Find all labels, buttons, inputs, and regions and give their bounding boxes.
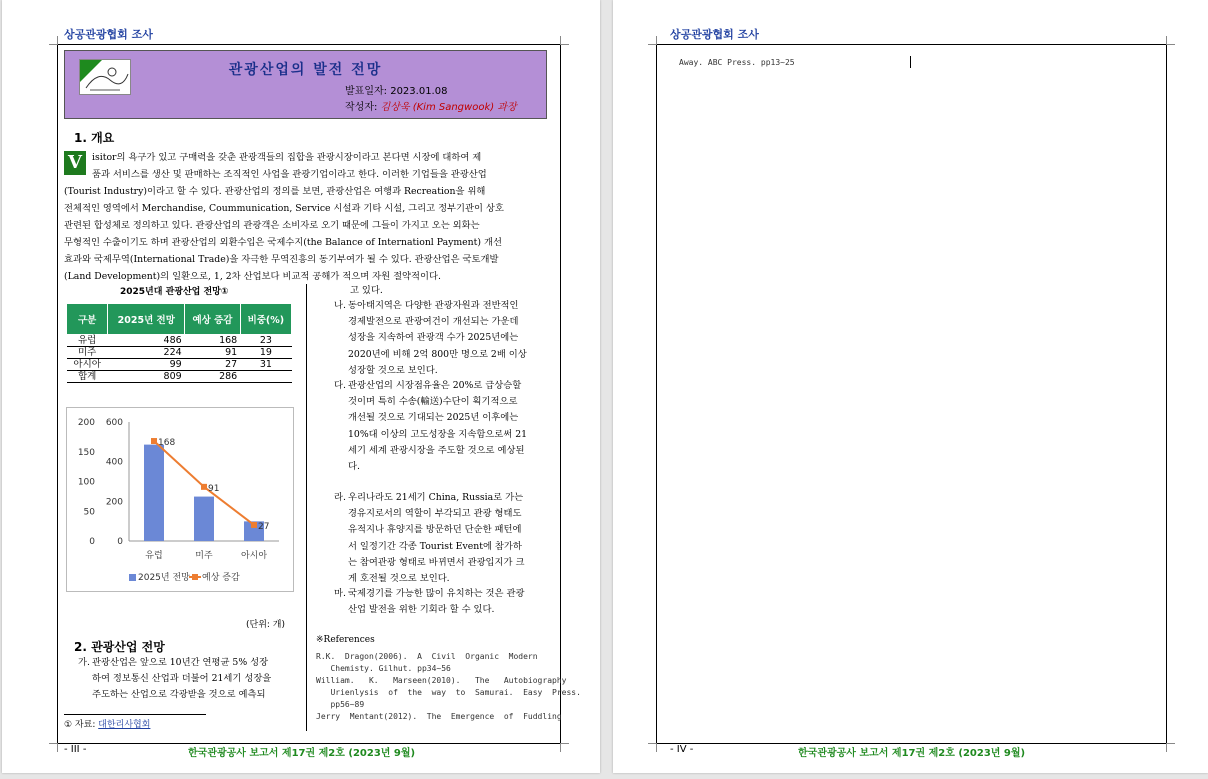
item-line: 유적지나 휴양지를 방문하던 단순한 패턴에 bbox=[348, 524, 522, 536]
data-label: 168 bbox=[158, 438, 176, 449]
item-line: 관광산업의 시장점유율은 20%로 급상승할 bbox=[348, 380, 522, 391]
intro-line: (Land Development)의 일환으로, 1, 2차 산업보다 비교적 공해가 적으며 자원 절약적이다. bbox=[64, 271, 441, 282]
section-2-heading: 2. 관광산업 전망 bbox=[74, 640, 165, 654]
legend-swatch bbox=[192, 574, 198, 580]
legend-label: 2025년 전망 bbox=[138, 573, 190, 583]
table-header: 예상 증감 bbox=[185, 304, 241, 335]
references-title: ※References bbox=[316, 635, 375, 645]
page-title: 관광산업의 발전 전망 bbox=[228, 62, 383, 78]
y-right-tick-label: 400 bbox=[105, 457, 123, 468]
unit-note: (단위: 개) bbox=[246, 620, 285, 630]
item-line: 경유지로서의 역할이 부각되고 관광 형태도 bbox=[348, 508, 522, 520]
line-point bbox=[151, 438, 157, 444]
reference-line: pp56~89 bbox=[316, 700, 365, 709]
references-continued: Away. ABC Press. pp13~25 bbox=[679, 58, 795, 67]
footnote: ① 자료: 대한리사협회 bbox=[64, 720, 151, 730]
line-point bbox=[251, 522, 257, 528]
chart bbox=[66, 407, 294, 592]
item-line: 개선될 것으로 기대되는 2025년 이후에는 bbox=[348, 412, 519, 424]
y-left-tick-label: 50 bbox=[83, 507, 95, 518]
item-line: 동아태지역은 다양한 관광자원과 전반적인 bbox=[348, 300, 519, 311]
item-line: 것이며 특히 수송(輸送)수단이 획기적으로 bbox=[348, 396, 518, 408]
y-left-tick-label: 200 bbox=[77, 418, 95, 428]
page-header: 상공관광협회 조사 bbox=[64, 28, 153, 41]
item-line: 관광산업은 앞으로 10년간 연평균 5% 성장 bbox=[92, 657, 269, 668]
dropcap: V bbox=[64, 151, 86, 175]
reference-line: Chemisty. Gilhut. pp34~56 bbox=[316, 664, 451, 673]
intro-line: 효과와 국제무역(International Trade)을 자극한 무역진흥의 동기부여가 될 수 있다. 관광산업은 국토개발 bbox=[64, 254, 499, 265]
y-right-tick-label: 600 bbox=[105, 418, 123, 428]
intro-line: 전체적인 영역에서 Merchandise, Coummunication, Service 시설과 기타 시설, 그리고 정부기관이 상호 bbox=[64, 203, 504, 214]
item-line: 성장할 것으로 보인다. bbox=[348, 364, 438, 376]
item-line: 는 참여관광 형태로 바뀌면서 관광입지가 크 bbox=[348, 556, 525, 568]
author-line: 작성자: 김상욱 (Kim Sangwook) 과장 bbox=[345, 102, 517, 113]
table-title: 2025년대 관광산업 전망① bbox=[120, 287, 229, 297]
reference-line: William. K. Marseen(2010). The Autobiography bbox=[316, 676, 567, 685]
item-line: 우리나라도 21세기 China, Russia로 가는 bbox=[348, 492, 524, 503]
page-right bbox=[613, 0, 1208, 773]
table-row: 합계 809 286 bbox=[67, 371, 292, 383]
combo-chart bbox=[67, 408, 293, 591]
intro-line: (Tourist Industry)이라고 할 수 있다. 관광산업의 정의를 보면, 관광산업은 여행과 Recreation을 위해 bbox=[64, 186, 486, 197]
page-header: 상공관광협회 조사 bbox=[670, 28, 759, 41]
y-right-tick-label: 0 bbox=[117, 537, 123, 547]
bar bbox=[194, 497, 214, 541]
page-left: 상공관광협회 조사 관광산업의 발전 전망 발표일자: 2023.01.08 작성자: 김상욱 (Kim Sangwook) 과장 1. 개요 V isitor의 욕구가 있고 구매력을 갖춘 관광객들의 집합을 관광시장이라고 본다면 시장에 대하여 제 품과 서비스를 생산 및 판매하는 조직적인 사업을 관광기업이라고 한다. 이러한 기업들을 관광산업 (Tourist Industry)이라고 할 수 있다. 관광산업의 정의를 보면, 관광산업은 여행과 Recreation을 위해 전체적인 영역에서 Merchandise, Coummunication, Service 시설과 기타 시설, 그리고 정부기관이 상호 관련된 합성체로 정의하고 있다. 관광산업의 관광객은 소비자로 오기 때문에 그들이 가지고 오는 외화는 무형적인 수출이기도 하며 관광산업의 외환수입은 국제수지(the Balance of Internationl Payment) 개선 효과와 국제무역(International Trade)을 자극한 무역진흥의 동기부여가 될 수 있다. 관광산업은 국토개발 (Land Development)의 일환으로, 1, 2차 산업보다 비교적 공해가 적으며 자원 절약적이다. 2025년대 관광산업 전망① 구분 2025년 전망 예상 증감 비중(%) 유럽 486 168 23 미주 224 91 19 아시아 99 27 31 합계 809 286 0 50 100 150 200 0 200 400 600 유럽 미주 아시아 168 91 27 2025년 전망 예상 증감 (단위: 개) 2. 관광산업 전망 가. 관광산업은 앞으로 10년간 연평균 5% 성장 하여 정보통신 산업과 더불어 21세기 성장을 주도하는 산업으로 각광받을 것으로 예측되 ① 자료: 대한리사협회 고 있다. 나. 동아태지역은 다양한 관광자원과 전반적인 경제발전으로 관광여건이 개선되는 가운데 성장을 지속하여 관광객 수가 2025년에는 2020년에 비해 2억 800만 명으로 2배 이상 성장할 것으로 보인다. 다. 관광산업의 시장점유율은 20%로 급상승할 것이며 특히 수송(輸送)수단이 획기적으로 개선될 것으로 기대되는 2025년 이후에는 10%대 이상의 고도성장을 지속함으로써 21 세기 세계 관광시장을 주도할 것으로 예상된 다. 라. 우리나라도 21세기 China, Russia로 가는 경유지로서의 역할이 부각되고 관광 형태도 유적지나 휴양지를 방문하던 단순한 패턴에 서 일정기간 각종 Tourist Event에 참가하 는 참여관광 형태로 바뀌면서 관광입지가 크 게 호전될 것으로 보인다. 마. 국제경기를 가능한 많이 유치하는 것은 관광 산업 발전을 위한 기회라 할 수 있다. ※References R.K. Dragon(2006). A Civil Organic Modern Chemisty. Gilhut. pp34~56 William. K. Marseen(2010). The Autobiography Urienlysis of the way to Samurai. Easy Press. pp56~89 Jerry Mentant(2012). The Emergence of Fuddling - III - 한국관광공사 보고서 제17권 제2호 (2023년 9월) bbox=[2, 0, 600, 773]
item-line: 서 일정기간 각종 Tourist Event에 참가하 bbox=[348, 540, 522, 552]
table-header: 비중(%) bbox=[240, 304, 291, 335]
intro-paragraph bbox=[64, 149, 547, 285]
item-line: 산업 발전을 위한 기회라 할 수 있다. bbox=[348, 604, 495, 616]
footer-title: 한국관광공사 보고서 제17권 제2호 (2023년 9월) bbox=[798, 748, 1026, 759]
intro-line: 관련된 합성체로 정의하고 있다. 관광산업의 관광객은 소비자로 오기 때문에 그들이 가지고 오는 외화는 bbox=[64, 220, 480, 231]
data-table bbox=[66, 303, 292, 383]
table-row: 유럽 486 168 23 bbox=[67, 335, 292, 347]
intro-line: 품과 서비스를 생산 및 판매하는 조직적인 사업을 관광기업이라고 한다. 이러한 기업들을 관광산업 bbox=[92, 169, 487, 180]
footer-page-number: - IV - bbox=[670, 744, 694, 755]
references-list bbox=[316, 651, 581, 723]
footnote-link[interactable]: 대한리사협회 bbox=[98, 720, 151, 730]
reference-line: Urienlysis of the way to Samurai. Easy Press. bbox=[316, 688, 581, 697]
y-left-tick-label: 100 bbox=[77, 477, 95, 488]
y-right-tick-label: 200 bbox=[105, 497, 123, 508]
legend-swatch bbox=[129, 574, 136, 581]
footer-title: 한국관광공사 보고서 제17권 제2호 (2023년 9월) bbox=[188, 748, 416, 759]
footer-page-number: - III - bbox=[64, 744, 87, 755]
data-label: 27 bbox=[258, 521, 270, 532]
title-box bbox=[64, 50, 547, 119]
y-left-tick-label: 150 bbox=[77, 447, 95, 458]
x-tick-label: 아시아 bbox=[240, 551, 268, 561]
item-line: 다. bbox=[348, 461, 360, 473]
item-line: 게 호전될 것으로 보인다. bbox=[348, 573, 450, 585]
line-point bbox=[201, 484, 207, 490]
text-cursor bbox=[910, 56, 911, 68]
data-label: 91 bbox=[208, 483, 220, 494]
item-line: 경제발전으로 관광여건이 개선되는 가운데 bbox=[348, 316, 519, 328]
table-row: 아시아 99 27 31 bbox=[67, 359, 292, 371]
item-ga: 가. 관광산업은 앞으로 10년간 연평균 5% 성장 하여 정보통신 산업과 더불어 21세기 성장을 주도하는 산업으로 각광받을 것으로 예측되 bbox=[78, 655, 294, 705]
item-ga-tail: 고 있다. bbox=[350, 285, 383, 296]
intro-line: isitor의 욕구가 있고 구매력을 갖춘 관광객들의 집합을 관광시장이라고 본다면 시장에 대하여 제 bbox=[92, 152, 482, 163]
item-line: 하여 정보통신 산업과 더불어 21세기 성장을 bbox=[92, 673, 272, 685]
item-line: 국제경기를 가능한 많이 유치하는 것은 관광 bbox=[348, 588, 525, 599]
column-divider bbox=[306, 284, 307, 731]
table-header: 2025년 전망 bbox=[108, 304, 185, 335]
item-line: 10%대 이상의 고도성장을 지속함으로써 21 bbox=[348, 428, 528, 440]
item-line: 2020년에 비해 2억 800만 명으로 2배 이상 bbox=[348, 348, 527, 360]
page-frame bbox=[656, 44, 1167, 744]
y-left-tick-label: 0 bbox=[89, 537, 95, 547]
x-tick-label: 유럽 bbox=[145, 551, 163, 561]
item-line: 성장을 지속하여 관광객 수가 2025년에는 bbox=[348, 332, 519, 344]
legend-label: 예상 증감 bbox=[202, 573, 240, 583]
bar bbox=[144, 445, 164, 541]
item-line: 주도하는 산업으로 각광받을 것으로 예측되 bbox=[92, 689, 266, 701]
table-header: 구분 bbox=[67, 304, 108, 335]
section-1-heading: 1. 개요 bbox=[74, 131, 115, 145]
item-line: 세기 세계 관광시장을 주도할 것으로 예상된 bbox=[348, 444, 525, 456]
table-row: 미주 224 91 19 bbox=[67, 347, 292, 359]
reference-line: R.K. Dragon(2006). A Civil Organic Modern bbox=[316, 652, 538, 661]
intro-line: 무형적인 수출이기도 하며 관광산업의 외환수입은 국제수지(the Balance of Internationl Payment) 개선 bbox=[64, 237, 502, 248]
reference-line: Jerry Mentant(2012). The Emergence of Fuddling bbox=[316, 712, 562, 721]
x-tick-label: 미주 bbox=[195, 551, 213, 561]
published-line: 발표일자: 2023.01.08 bbox=[345, 86, 448, 97]
